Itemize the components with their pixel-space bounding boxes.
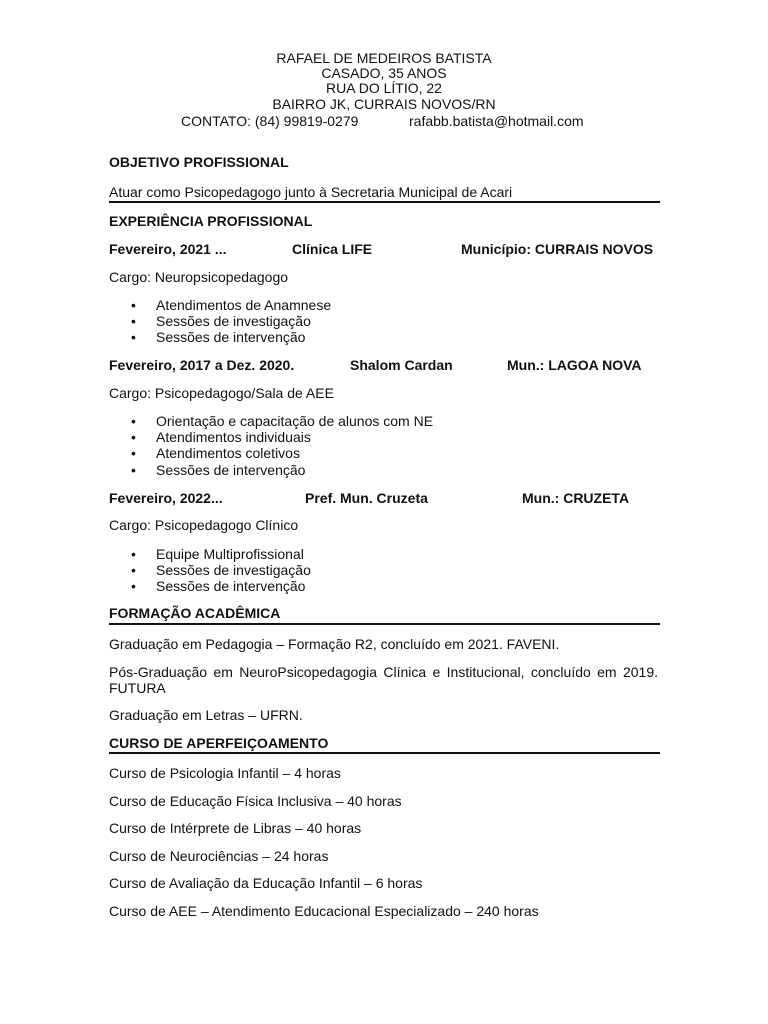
objective-heading: OBJETIVO PROFISSIONAL (109, 154, 289, 170)
job-location: Mun.: CRUZETA (522, 490, 630, 506)
education-item: Pós-Graduação em NeuroPsicopedagogia Clínica e Institucional, concluído em 2019. FUTURA (109, 664, 658, 696)
section-divider (109, 201, 660, 203)
course-item: Curso de Psicologia Infantil – 4 horas (109, 765, 341, 781)
course-item: Curso de Intérprete de Libras – 40 horas (109, 820, 362, 836)
job-task: • Sessões de investigação (109, 562, 311, 578)
section-divider (109, 623, 660, 625)
job-period: Fevereiro, 2017 a Dez. 2020. (109, 357, 295, 373)
education-item: Graduação em Letras – UFRN. (109, 707, 303, 723)
job-period: Fevereiro, 2022... (109, 490, 223, 506)
job-role: Cargo: Psicopedagogo/Sala de AEE (109, 385, 334, 401)
job-task: • Orientação e capacitação de alunos com NE (109, 413, 433, 429)
job-role: Cargo: Neuropsicopedagogo (109, 269, 289, 285)
job-task-list (109, 413, 433, 478)
person-name: RAFAEL DE MEDEIROS BATISTA (276, 50, 492, 66)
job-task: • Sessões de intervenção (109, 329, 331, 345)
education-heading: FORMAÇÃO ACADÊMICA (109, 605, 281, 621)
job-employer: Pref. Mun. Cruzeta (305, 490, 428, 506)
job-task: • Atendimentos de Anamnese (109, 297, 331, 313)
district-city: BAIRRO JK, CURRAIS NOVOS/RN (272, 95, 496, 112)
job-task: • Sessões de investigação (109, 313, 331, 329)
job-task: • Sessões de intervenção (109, 462, 433, 478)
job-employer: Shalom Cardan (350, 357, 453, 373)
objective-text: Atuar como Psicopedagogo junto à Secretaria Municipal de Acari (109, 184, 513, 200)
course-item: Curso de AEE – Atendimento Educacional Especializado – 240 horas (109, 903, 539, 919)
job-employer: Clínica LIFE (292, 241, 373, 257)
job-period: Fevereiro, 2021 ... (109, 241, 227, 257)
course-item: Curso de Neurociências – 24 horas (109, 848, 329, 864)
resume-header (0, 51, 768, 112)
job-task: • Equipe Multiprofissional (109, 546, 311, 562)
job-location: Município: CURRAIS NOVOS (461, 241, 654, 257)
section-divider (109, 752, 660, 754)
job-task-list (109, 546, 311, 595)
civil-status: CASADO, 35 ANOS (321, 65, 447, 82)
course-item: Curso de Avaliação da Educação Infantil – 6 horas (109, 875, 423, 891)
job-location: Mun.: LAGOA NOVA (507, 357, 642, 373)
job-role: Cargo: Psicopedagogo Clínico (109, 517, 299, 533)
education-item: Graduação em Pedagogia – Formação R2, concluído em 2021. FAVENI. (109, 636, 560, 652)
job-task: • Atendimentos individuais (109, 429, 433, 445)
job-task-list (109, 297, 331, 346)
contact-phone: CONTATO: (84) 99819-0279 (181, 113, 359, 129)
contact-email: rafabb.batista@hotmail.com (409, 113, 584, 129)
job-task: • Sessões de intervenção (109, 578, 311, 594)
courses-heading: CURSO DE APERFEIÇOAMENTO (109, 735, 329, 751)
course-item: Curso de Educação Física Inclusiva – 40 horas (109, 793, 402, 809)
job-task: • Atendimentos coletivos (109, 445, 433, 461)
street-address: RUA DO LÍTIO, 22 (326, 80, 442, 97)
experience-heading: EXPERIÊNCIA PROFISSIONAL (109, 213, 313, 229)
